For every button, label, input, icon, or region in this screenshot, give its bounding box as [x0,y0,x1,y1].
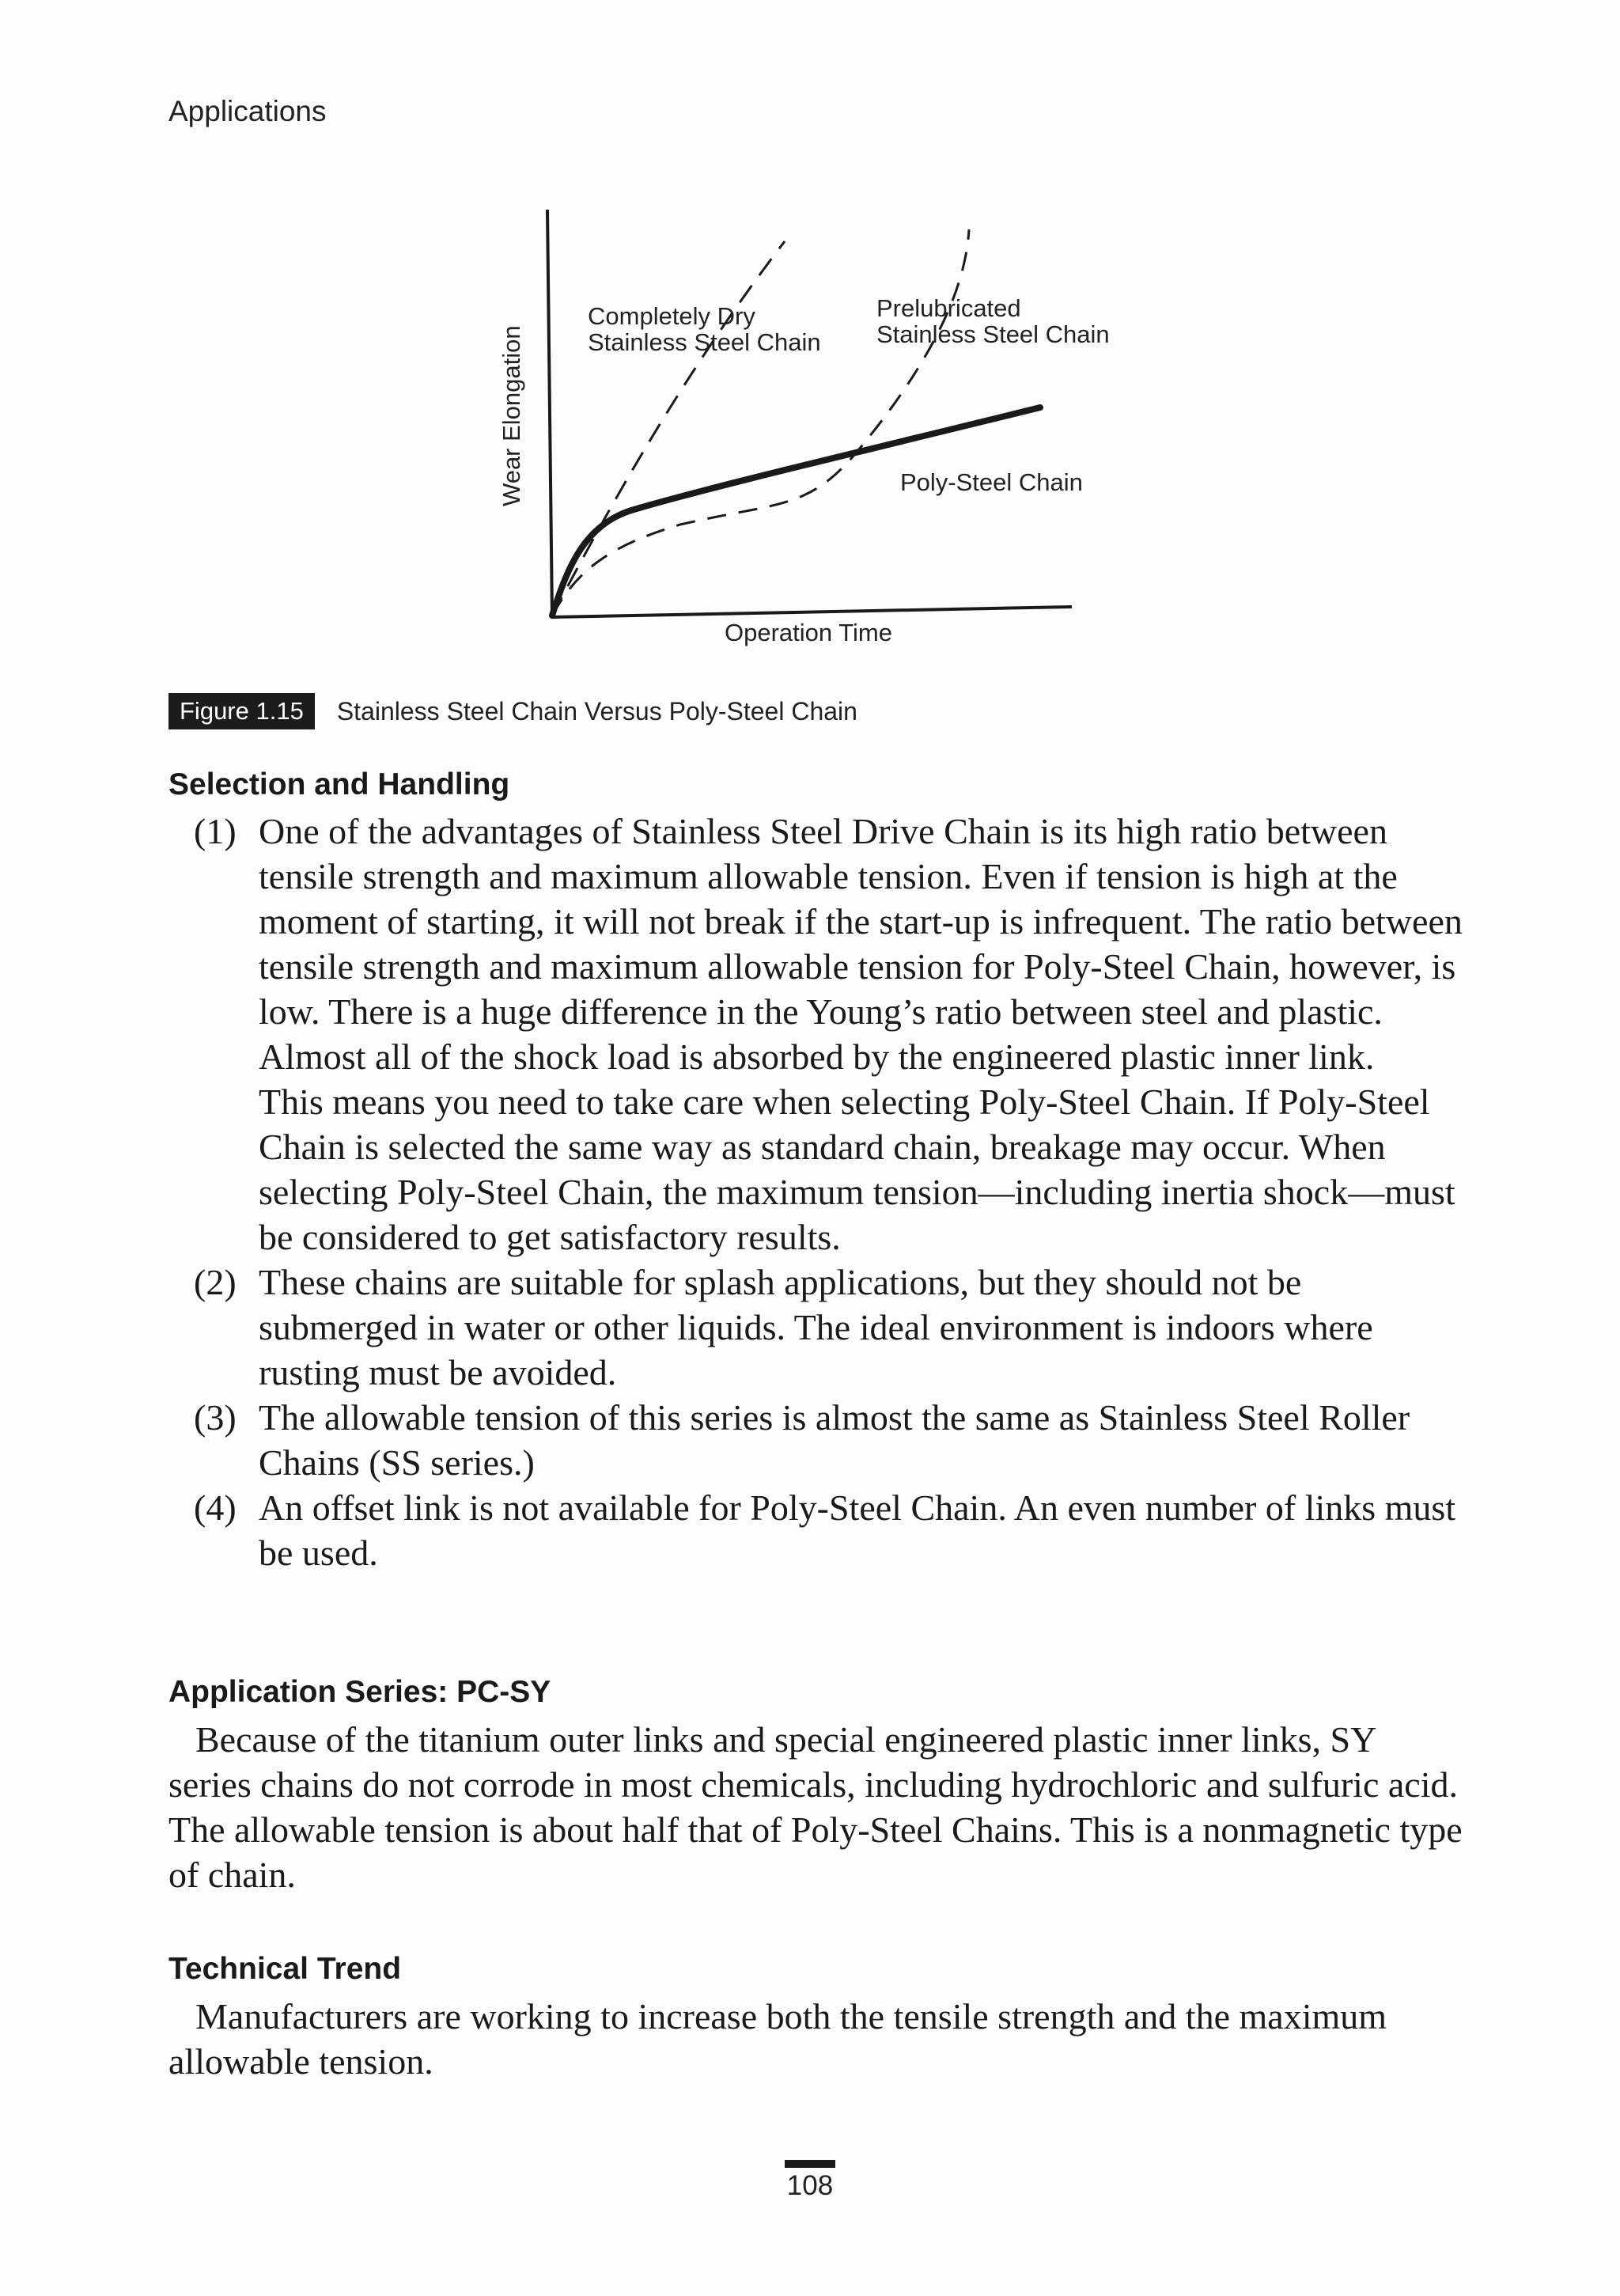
item-number: (2) [194,1262,237,1302]
item-text-continued: This means you need to take care when selecting Poly-Steel Chain. If Poly-Steel Chain is selected the same way as standard chain, breakage may occur. When selecting Poly-Steel Chain, the maximum tension—including inertia shock—must be considered to get satisfactory results. [259,1082,1455,1257]
section-heading-technical-trend: Technical Trend [168,1952,402,1986]
page-number-bar [785,2160,835,2168]
dry-label-line2: Stainless Steel Chain [588,328,821,356]
item-text: These chains are suitable for splash applications, but they should not be submerged in water or other liquids. The ideal environment is indoors where rusting must be avoided. [259,1262,1373,1392]
figure-caption [168,693,857,729]
page-number: 108 [786,2170,834,2201]
application-series-paragraph: Because of the titanium outer links and special engineered plastic inner links, SY series chains do not corrode in most chemicals, including hydrochloric and sulfuric acid. The allowable tension is about half that of Poly-Steel Chains. This is a nonmagnetic type of chain. [168,1719,1463,1895]
section-heading-application-series: Application Series: PC-SY [168,1675,551,1709]
item-text: One of the advantages of Stainless Steel Drive Chain is its high ratio between tensile strength and maximum allowable tension. Even if tension is high at the moment of starting, it will not break if the start-up is infrequent. The ratio between tensile strength and maximum allowable tension for Poly-Steel Chain, however, is low. There is a huge difference in the Young’s ratio between steel and plastic. Almost all of the shock load is absorbed by the engineered plastic inner link. [259,811,1463,1077]
poly-steel-curve [552,407,1040,616]
list-item [168,1395,1466,1485]
item-number: (1) [194,811,237,851]
dry-label-line1: Completely Dry [588,302,755,330]
prelubricated-label-line1: Prelubricated [876,294,1021,322]
prelubricated-label-line2: Stainless Steel Chain [876,320,1110,348]
figure-number: Figure 1.15 [168,693,315,729]
item-number: (3) [194,1397,237,1438]
x-axis-label: Operation Time [725,619,892,646]
list-item [168,809,1466,1260]
poly-steel-label: Poly-Steel Chain [900,468,1083,496]
wear-elongation-figure [475,198,1187,665]
y-axis-label: Wear Elongation [498,325,525,506]
dry-stainless-curve [552,241,785,616]
wear-diagram [475,198,1187,665]
list-item [168,1260,1466,1395]
running-head: Applications [168,95,327,127]
item-number: (4) [194,1487,237,1528]
figure-title: Stainless Steel Chain Versus Poly-Steel Chain [336,696,857,726]
technical-trend-paragraph: Manufacturers are working to increase both the tensile strength and the maximum allowable tension. [168,1996,1387,2082]
item-text: An offset link is not available for Poly-Steel Chain. An even number of links must be used. [259,1487,1456,1573]
selection-list [168,809,1466,1575]
section-heading-selection: Selection and Handling [168,767,510,801]
x-axis [552,607,1072,617]
item-text: The allowable tension of this series is almost the same as Stainless Steel Roller Chains (SS series.) [259,1397,1410,1483]
list-item [168,1485,1466,1575]
prelubricated-stainless-curve [552,229,969,616]
y-axis [547,210,552,617]
